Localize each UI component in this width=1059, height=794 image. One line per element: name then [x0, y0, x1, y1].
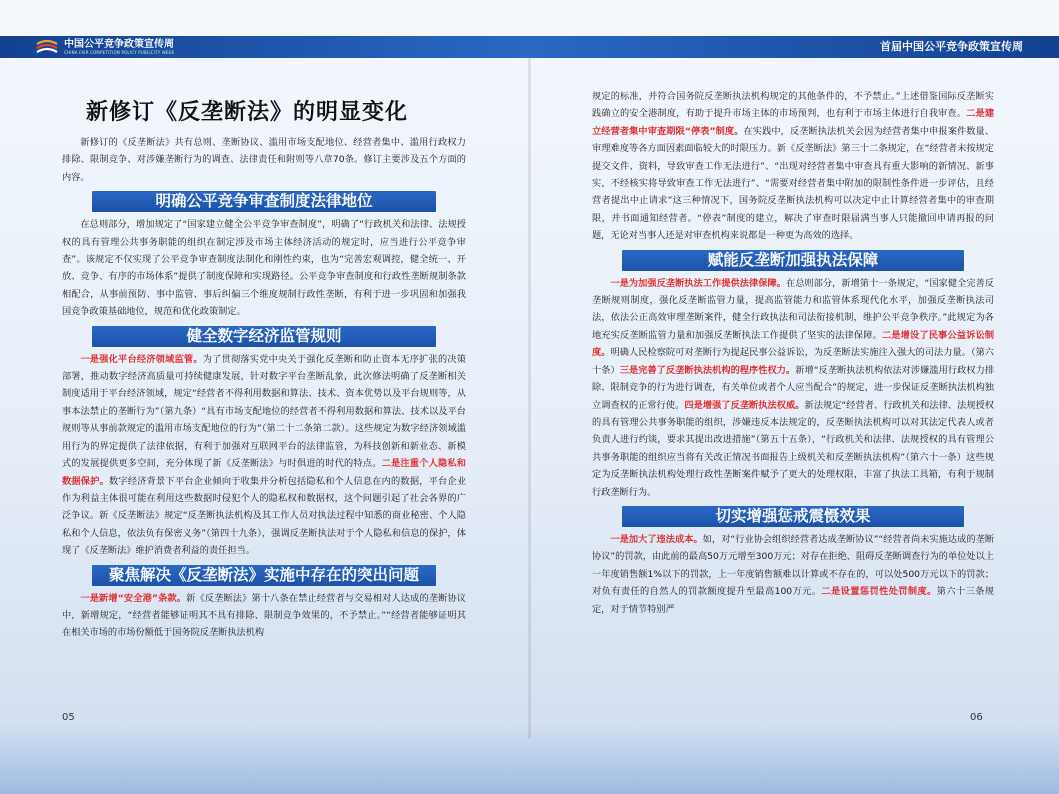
highlight-text: 二是建立经营者集中审查期限“停表”制度。	[592, 108, 995, 137]
digital-economy-paragraph	[62, 351, 466, 560]
body-text: 为了贯彻落实党中央关于强化反垄断和防止资本无序扩张的决策部署，推动数字经济高质量可持续健康发展，针对数字平台垄断乱象，此次修法明确了反垄断相关制度适用于平台经济领域，规定“经营者不得利用数据和算法、技术、资本优势以及平台规则等，从事本法禁止的垄断行为”（第九条）“具有市场支配地位的经营者不得利用数据和算法、技术以及平台规则等从事前款规定的滥用市场支配地位的行为”（第二十二条第二款）。这些规定为数字经济领域滥用行为的界定提供了法律依据，有利于加强对互联网平台的法律监管，为科技创新和新业态、新模式的发展提供更多空间，充分体现了新《反垄断法》与时俱进的时代的特点。	[62, 353, 467, 470]
body-text: 新增“反垄断执法机构依法对涉嫌滥用行政权力排除、限制竞争的行为进行调查，有关单位或者个人应当配合”的规定，进一步保证反垄断执法机构独立调查权的正常行使。	[592, 364, 995, 411]
section-heading-prominent-issues: 聚焦解决《反垄断法》实施中存在的突出问题	[92, 565, 436, 586]
right-page	[592, 88, 994, 618]
body-text: 如，对“行业协会组织经营者达成垄断协议”“经营者尚未实施达成的垄断协议”的罚款，由此前的最高50万元增至300万元；对存在拒绝、阻碍反垄断调查行为的单位处以上一年度销售额1%以下的罚款，上一年度销售额难以计算或不存在的，可以处500万元以下的罚款；对负有责任的自然人的罚款额度提升至最高100万元。	[592, 533, 995, 598]
deterrence-paragraph	[592, 531, 994, 618]
intro-paragraph: 新修订的《反垄断法》共有总则、垄断协议、滥用市场支配地位、经营者集中、滥用行政权力排除、限制竞争、对涉嫌垄断行为的调查、法律责任和附则等八章70条。修订主要涉及五个方面的内容。	[62, 137, 466, 183]
section-heading-deterrence: 切实增强惩戒震慑效果	[622, 506, 964, 527]
body-text: 新法规定“经营者、行政机关和法律、法规授权的具有管理公共事务职能的组织，涉嫌违反本法规定的，反垄断执法机构可以对其法定代表人或者负责人进行约谈，要求其提出改进措施”（第五十五条），“行政机关和法律、法规授权的具有管理公共事务职能的组织应当将有关改正情况书面报告上级机关和反垄断执法机构”（第六十一条）这些规定为反垄断执法机构处理行政性垄断案件赋予了更大的处理权限，丰富了执法工具箱，有利于规制行政垄断行为。	[592, 399, 995, 498]
page-number-left: 05	[62, 712, 75, 723]
book-spine	[528, 58, 531, 738]
highlight-text: 二是注重个人隐私和数据保护。	[62, 458, 466, 487]
section-heading-digital-economy: 健全数字经济监管规则	[92, 326, 436, 347]
body-text: 明确人民检察院可对垄断行为提起民事公益诉讼，为反垄断法实施注入强大的司法力量。（第六十条）	[592, 347, 994, 376]
highlight-text: 一是加大了违法成本。	[610, 533, 703, 545]
page-title: 新修订《反垄断法》的明显变化	[86, 99, 409, 125]
logo-text	[64, 39, 174, 55]
logo-cn: 中国公平竞争政策宣传周	[64, 39, 174, 50]
body-text: 数字经济背景下平台企业倾向于收集并分析包括隐私和个人信息在内的数据，平台企业作为利益主体很可能在利用这些数据时侵犯个人的隐私权和数据权，这个问题引起了社会各界的广泛争议。新《反垄断法》规定“反垄断执法机构及其工作人员对执法过程中知悉的商业秘密、个人隐私和个人信息，依法负有保密义务”（第四十九条），强调反垄断执法对于个人隐私和信息的保护，体现了《反垄断法》维护消费者利益的责任担当。	[62, 475, 467, 557]
body-text: 在实践中，反垄断执法机关会因为经营者集中申报案件数量、审理难度等各方面因素面临较大的时限压力。新《反垄断法》第三十二条规定，在“经营者未按规定提交文件、资料，导致审查工作无法进行”、“出现对经营者集中审查具有重大影响的新情况、新事实，不经核实将导致审查工作无法进行”、“需要对经营者集中附加的限制性条件进一步评估，且经营者提出中止请求”这三种情况下，国务院反垄断执法机构可以决定中止计算经营者集中的审查期限，并书面通知经营者。“停表”制度的建立，解决了审查时限届满当事人只能撤回申请再报的问题，无论对当事人还是对审查机构来说都是一种更为高效的选择。	[592, 125, 995, 242]
body-text: 新《反垄断法》第十八条在禁止经营者与交易相对人达成的垄断协议中，新增规定，“经营者能够证明其不具有排除、限制竞争效果的，不予禁止。”“经营者能够证明其在相关市场的市场份额低于国务院反垄断执法机构	[62, 592, 466, 639]
highlight-text: 四是增强了反垄断执法权威。	[684, 399, 805, 411]
body-text: 第六十三条规定，对于情节特别严	[592, 586, 995, 615]
highlight-text: 一是为加强反垄断执法工作提供法律保障。	[610, 277, 786, 289]
fair-review-paragraph: 在总则部分，增加规定了“国家建立健全公平竞争审查制度”，明确了“行政机关和法律、法规授权的具有管理公共事务职能的组织在制定涉及市场主体经济活动的规定时，应当进行公平竞争审查”。该规定不仅实现了公平竞争审查制度法制化和刚性约束，也为“完善宏观调控，健全统一、开放、竞争、有序的市场体系”提供了制度保障和实现路径。公平竞争审查制度和行政性垄断规制条款相配合，从事前预防、事中监管、事后纠偏三个维度规制行政性垄断，有利于进一步巩固和加强我国竞争政策基础地位，规范和优化政策制定。	[62, 219, 466, 318]
body-text: 规定的标准，并符合国务院反垄断执法机构规定的其他条件的，不予禁止。”上述借鉴国际反垄断实践确立的安全港制度，有助于提升市场主体的市场预判，也有利于市场主体进行自我审查。	[592, 91, 994, 120]
highlight-text: 二是增设了民事公益诉讼制度。	[592, 329, 995, 359]
enforcement-paragraph	[592, 275, 994, 501]
logo-en: CHINA FAIR COMPETITION POLICY PUBLICITY WEEK	[64, 50, 175, 55]
section-heading-fair-review: 明确公平竞争审查制度法律地位	[92, 191, 436, 212]
page-number-right: 06	[970, 712, 983, 723]
body-text: 在总则部分，新增第十一条规定，“国家健全完善反垄断规则制度，强化反垄断监管力量，提高监管能力和监管体系现代化水平，加强反垄断执法司法，依法公正高效审理垄断案件，健全行政执法和司法衔接机制，维护公平竞争秩序。”此规定为各地充实反垄断监管力量和加强反垄断执法工作提供了坚实的法律保障。	[592, 277, 994, 341]
section-heading-enforcement: 赋能反垄断加强执法保障	[622, 250, 964, 271]
continued-paragraph	[592, 88, 994, 245]
highlight-text: 一是新增“安全港”条款。	[80, 592, 187, 604]
header-logo	[36, 36, 174, 58]
highlight-text: 一是强化平台经济领域监管。	[80, 353, 203, 365]
logo-emblem-icon	[36, 39, 58, 55]
header-right-title: 首届中国公平竞争政策宣传周	[880, 40, 1023, 53]
left-page	[62, 66, 466, 642]
prominent-issues-paragraph	[62, 590, 466, 642]
highlight-text: 二是设置惩罚性处罚制度。	[821, 586, 937, 598]
highlight-text: 三是完善了反垄断执法机构的程序性权力。	[619, 364, 796, 376]
